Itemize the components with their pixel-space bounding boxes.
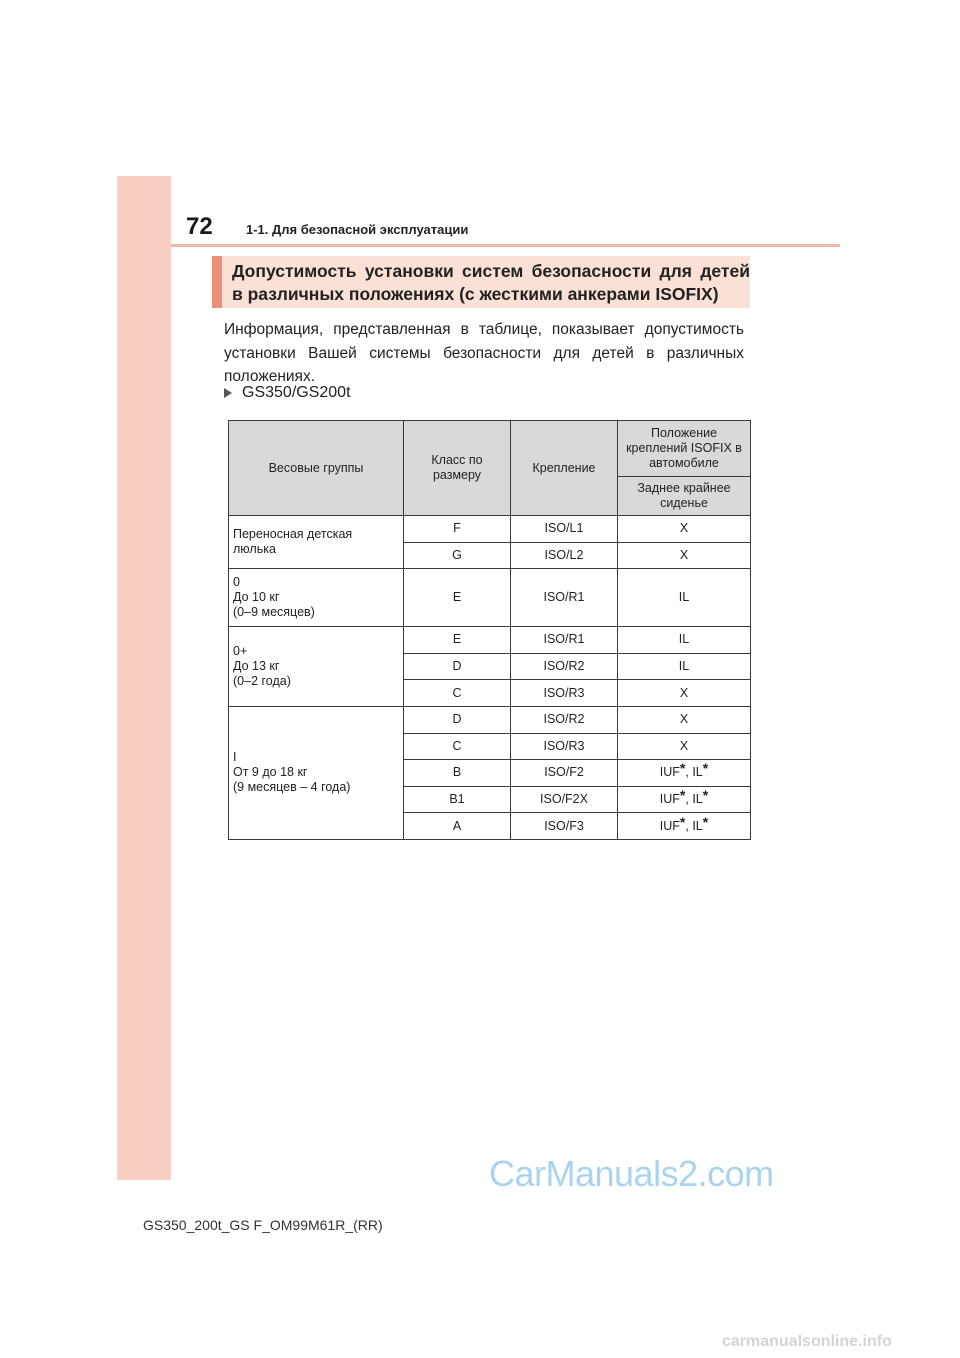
fixture-cell: ISO/L2 [511, 542, 618, 569]
fixture-cell: ISO/L1 [511, 516, 618, 543]
fixture-cell: ISO/F2 [511, 760, 618, 787]
table-body [229, 516, 751, 840]
table-row [229, 706, 751, 733]
fixture-cell: ISO/R2 [511, 706, 618, 733]
rear-outboard-value-cell: IUF*, IL* [618, 760, 751, 787]
isofix-compatibility-table [228, 420, 751, 840]
heading-line-2: в различных положениях (с жесткими анкерами ISOFIX) [232, 284, 719, 304]
table-row [229, 569, 751, 627]
rear-outboard-value-cell: IL [618, 569, 751, 627]
heading-line-1: Допустимость установки систем безопасности для детей [232, 261, 750, 281]
weight-group-line: I [233, 750, 237, 765]
weight-group-line: 0 [233, 575, 240, 590]
header-divider [171, 244, 840, 247]
fixture-cell: ISO/R1 [511, 569, 618, 627]
corner-watermark: carmanualsonline.info [722, 1333, 892, 1350]
section-title: 1-1. Для безопасной эксплуатации [246, 222, 469, 237]
topic-heading [212, 256, 750, 308]
weight-group-line: (0–9 месяцев) [233, 605, 315, 620]
intro-paragraph [224, 318, 744, 389]
size-class-cell: C [404, 733, 511, 760]
size-class-cell: A [404, 813, 511, 840]
intro-line-1: Информация, представленная в таблице, показывает допустимость [224, 321, 744, 338]
header-fixture: Крепление [511, 421, 618, 516]
table-row [229, 516, 751, 543]
weight-group-cell [229, 516, 404, 569]
size-class-cell: B [404, 760, 511, 787]
size-class-cell: B1 [404, 786, 511, 813]
fixture-cell: ISO/R3 [511, 733, 618, 760]
intro-line-3: положениях. [224, 368, 315, 385]
weight-group-cell [229, 627, 404, 707]
size-class-cell: F [404, 516, 511, 543]
rear-outboard-value-cell: X [618, 680, 751, 707]
size-class-cell: G [404, 542, 511, 569]
model-label [224, 384, 351, 402]
size-class-cell: D [404, 706, 511, 733]
rear-outboard-value-cell: IUF*, IL* [618, 786, 751, 813]
weight-group-line: До 13 кг [233, 659, 280, 674]
header-size-class: Класс по размеру [404, 421, 511, 516]
fixture-cell: ISO/R2 [511, 653, 618, 680]
weight-group-line: (9 месяцев – 4 года) [233, 780, 351, 795]
model-label-text: GS350/GS200t [242, 384, 351, 401]
header-isofix-position: Положение креплений ISOFIX в автомобиле [618, 421, 751, 477]
watermark-logo: CarManuals2.com [489, 1153, 774, 1194]
triangle-bullet-icon [224, 388, 232, 398]
side-color-band [117, 176, 171, 1180]
fixture-cell: ISO/R1 [511, 627, 618, 654]
fixture-cell: ISO/F3 [511, 813, 618, 840]
rear-outboard-value-cell: X [618, 706, 751, 733]
header-rear-outboard-seat: Заднее крайнее сиденье [618, 477, 751, 516]
size-class-cell: E [404, 569, 511, 627]
weight-group-line: До 10 кг [233, 590, 280, 605]
intro-line-2: установки Вашей системы безопасности для детей в различных [224, 344, 744, 362]
fixture-cell: ISO/F2X [511, 786, 618, 813]
rear-outboard-value-cell: X [618, 733, 751, 760]
weight-group-line: люлька [233, 542, 276, 557]
weight-group-line: (0–2 года) [233, 674, 291, 689]
size-class-cell: E [404, 627, 511, 654]
rear-outboard-value-cell: X [618, 542, 751, 569]
weight-group-cell [229, 569, 404, 627]
weight-group-cell [229, 706, 404, 839]
size-class-cell: D [404, 653, 511, 680]
rear-outboard-value-cell: IL [618, 653, 751, 680]
rear-outboard-value-cell: X [618, 516, 751, 543]
rear-outboard-value-cell: IL [618, 627, 751, 654]
size-class-cell: C [404, 680, 511, 707]
weight-group-line: 0+ [233, 644, 248, 659]
page-number: 72 [186, 213, 213, 240]
weight-group-line: Переносная детская [233, 527, 353, 542]
table-row [229, 627, 751, 654]
weight-group-line: От 9 до 18 кг [233, 765, 308, 780]
footer-document-code: GS350_200t_GS F_OM99M61R_(RR) [143, 1217, 383, 1233]
fixture-cell: ISO/R3 [511, 680, 618, 707]
header-weight-groups: Весовые группы [229, 421, 404, 516]
rear-outboard-value-cell: IUF*, IL* [618, 813, 751, 840]
